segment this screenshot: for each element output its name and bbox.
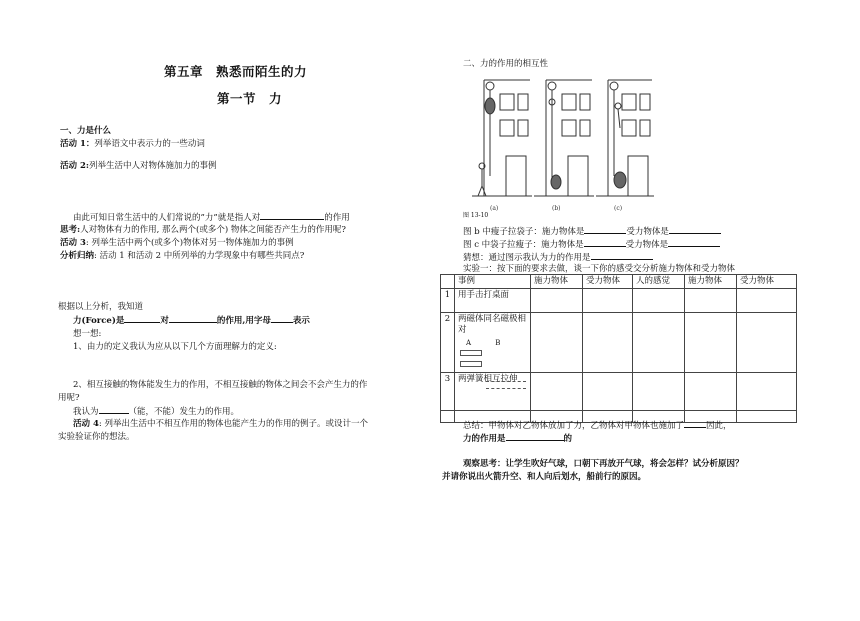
table-header: 事例: [455, 275, 531, 289]
receiver-label: 受力物体是: [625, 240, 669, 250]
row-example-cell: [455, 313, 531, 373]
table-header-row: [441, 275, 797, 289]
panel-label-a: (a): [490, 205, 499, 212]
row-example-cell: [455, 373, 531, 411]
table-row: [441, 373, 797, 411]
row-example: 用手击打桌面: [455, 289, 531, 313]
table-header: 受力物体: [737, 275, 797, 289]
activity-3-label: 活动 3: [60, 238, 86, 248]
pulley-figure: [470, 76, 655, 222]
fig-b-text: 图 b 中瘦子拉袋子：施力物体是: [463, 227, 585, 237]
experiment-table: [440, 274, 797, 423]
table-cell[interactable]: [685, 373, 737, 411]
think-text: 人对物体有力的作用, 那么两个(或多个) 物体之间能否产生力的作用呢?: [80, 225, 346, 235]
blank-field[interactable]: [684, 418, 706, 428]
spring-icon: [486, 381, 526, 389]
analysis-text: : 活动 1 和活动 2 中所列举的力学现象中有哪些共同点?: [94, 251, 305, 261]
table-cell[interactable]: [685, 313, 737, 373]
activity-4-label: 活动 4: [73, 419, 99, 429]
table-cell[interactable]: [531, 313, 583, 373]
table-cell[interactable]: [737, 289, 797, 313]
section-title: 第一节 力: [217, 91, 283, 106]
force-person-text: 由此可知日常生活中的人们常说的”力”就是指人对: [73, 213, 261, 223]
panel-label-c: (c): [614, 205, 623, 212]
chapter-title: 第五章 熟悉而陌生的力: [164, 64, 308, 79]
table-cell[interactable]: [737, 313, 797, 373]
row-number: 1: [441, 289, 455, 313]
analysis-line: [60, 249, 304, 261]
activity-3-text: : 列举生活中两个(或多个)物体对另一物体施加力的事例: [85, 238, 294, 248]
magnet-label-b: B: [495, 339, 501, 347]
blank-field[interactable]: [506, 431, 564, 441]
activity-2: [60, 159, 217, 171]
definition-part4: 表示: [292, 316, 310, 326]
table-cell[interactable]: [737, 411, 797, 423]
table-cell[interactable]: [633, 373, 685, 411]
table-row: [441, 289, 797, 313]
magnet-labels: [458, 338, 527, 349]
table-cell[interactable]: [583, 373, 633, 411]
activity-1: [60, 137, 205, 149]
activity-1-text: 列举语文中表示力的一些动词: [94, 139, 205, 149]
table-cell[interactable]: [583, 289, 633, 313]
force-person-suffix: 的作用: [324, 213, 350, 223]
analysis-label: 分析归纳: [60, 251, 95, 261]
question-1: 1、由力的定义我认为应从以下几个方面理解力的定义:: [73, 342, 277, 352]
definition-part1: 力(Force)是: [73, 316, 125, 326]
activity-1-label: 活动 1：: [60, 139, 95, 149]
force-person-line: [73, 210, 350, 223]
blank-field[interactable]: [271, 313, 293, 323]
part1-heading: 一、力是什么: [60, 126, 112, 136]
question-2-line-2: 用呢?: [58, 393, 80, 403]
conclusion-suffix: 的: [563, 434, 573, 444]
activity-4-line-2: 实验验证你的想法。: [58, 432, 135, 442]
think-it-over: 想一想:: [73, 329, 102, 339]
blank-field[interactable]: [260, 210, 324, 220]
blank-field[interactable]: [584, 237, 626, 247]
think-line: [60, 223, 346, 235]
blank-field[interactable]: [124, 313, 160, 323]
opinion-suffix: （能，不能）发生力的作用。: [128, 407, 240, 417]
receiver-label: 受力物体是: [626, 227, 669, 237]
fig-b-line: [463, 224, 721, 237]
fig-c-text: 图 c 中袋子拉瘦子：施力物体是: [463, 240, 584, 250]
table-cell[interactable]: [737, 373, 797, 411]
blank-field[interactable]: [169, 313, 217, 323]
activity-2-text: 列举生活中人对物体施加力的事例: [89, 161, 217, 171]
table-row: [441, 313, 797, 373]
summary-line: [463, 418, 732, 431]
fig-c-line: [463, 237, 720, 250]
conclusion-line: [463, 431, 572, 444]
conclusion-prefix: 力的作用是: [463, 434, 506, 444]
blank-field[interactable]: [668, 237, 720, 247]
think-label: 思考:: [60, 225, 81, 235]
experiment-line: 实验一：按下面的要求去做，谈一下你的感受交分析施力物体和受力物体: [463, 264, 736, 274]
blank-field[interactable]: [591, 250, 653, 260]
activity-2-label: 活动 2:: [60, 161, 90, 171]
question-2-line-1: 2、相互接触的物体能发生力的作用，不相互接触的物体之间会不会产生力的作: [73, 380, 368, 390]
observe-line-1: 观察思考：让学生吹好气球，口朝下再放开气球，将会怎样？试分析原因？: [463, 459, 744, 469]
table-cell[interactable]: [531, 289, 583, 313]
table-header: 施力物体: [685, 275, 737, 289]
blank-field[interactable]: [669, 224, 721, 234]
table-cell[interactable]: [633, 313, 685, 373]
definition-part2: 对: [160, 316, 169, 326]
figure-caption: 图 13-10: [463, 212, 489, 219]
activity-4-text: : 列举出生活中不相互作用的物体也能产生力的作用的例子。或设计一个: [98, 419, 368, 429]
table-cell[interactable]: [531, 373, 583, 411]
activity-4: [73, 417, 368, 429]
table-cell[interactable]: [685, 289, 737, 313]
row-example: 两弹簧相互拉伸: [458, 374, 518, 384]
panel-label-b: (b): [552, 205, 561, 212]
table-cell[interactable]: [583, 313, 633, 373]
opinion-prefix: 我认为: [73, 407, 99, 417]
summary-text: 总结：甲物体对乙物体放加了力，乙物体对甲物体也施加了: [463, 421, 685, 431]
table-header: 施力物体: [531, 275, 583, 289]
guess-text: 猜想：通过图示我认为力的作用是: [463, 253, 591, 263]
part2-heading: 二、力的作用的相互性: [463, 59, 549, 69]
force-definition: [73, 313, 310, 326]
table-header: 受力物体: [583, 275, 633, 289]
table-header: 人的感觉: [633, 275, 685, 289]
blank-field[interactable]: [584, 224, 626, 234]
magnet-icon: [458, 349, 527, 371]
definition-part3: 的作用,用字母: [216, 316, 271, 326]
table-cell[interactable]: [441, 411, 455, 423]
observe-line-2: 并请你说出火箭升空、和人向后划水，船前行的原因。: [442, 472, 647, 482]
table-header-blank: [441, 275, 455, 289]
basis-line: 根据以上分析，我知道: [58, 302, 144, 312]
row-example: 两磁体同名磁极相对: [458, 314, 527, 335]
opinion-line: [73, 404, 239, 417]
activity-3: [60, 236, 294, 248]
row-number: 2: [441, 313, 455, 373]
blank-field[interactable]: [99, 404, 129, 414]
table-cell[interactable]: [633, 289, 685, 313]
summary-suffix: 因此，: [706, 421, 732, 431]
row-number: 3: [441, 373, 455, 411]
magnet-label-a: A: [466, 339, 472, 347]
